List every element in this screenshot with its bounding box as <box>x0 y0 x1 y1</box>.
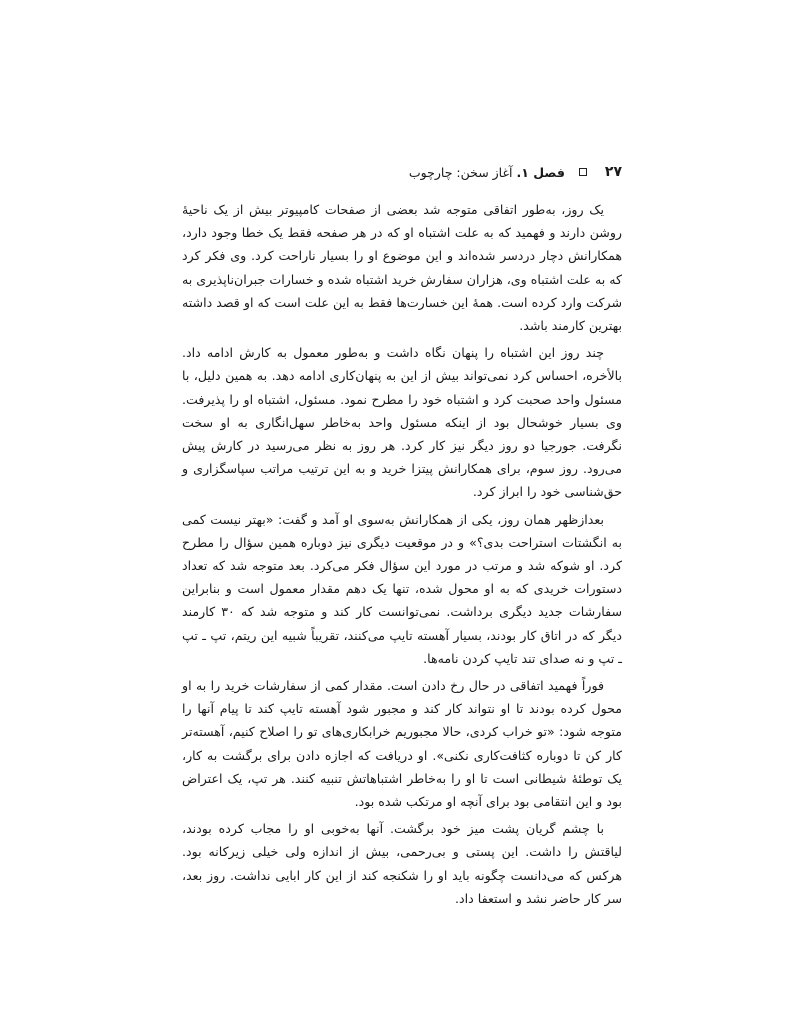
chapter-title: آغاز سخن: چارچوب <box>408 164 513 180</box>
chapter-heading <box>409 165 565 180</box>
paragraph: بعدازظهر همان روز، یکی از همکارانش به‌سوی او آمد و گفت: «بهتر نیست کمی به انگشتات استراحت بدی؟» و در موقعیت دیگری نیز دوباره همین سؤال را مطرح کرد. او شوکه شد و مرتب در مورد این سؤال فکر می‌کرد. بعد متوجه شد که تعداد دستورات خریدی که به او محول شده، تنها یک دهم مقدار معمول است و بنابراین سفارشات جدید دیگری برداشت. نمی‌توانست کار کند و متوجه شد که ۳۰ کارمند دیگر که در اتاق کار بودند، بسیار آهسته تایپ می‌کنند، تقریباً شبیه این ریتم، تپ ـ تپ ـ تپ و نه صدای تند تایپ کردن نامه‌ها. <box>182 511 622 666</box>
paragraph: چند روز این اشتباه را پنهان نگاه داشت و به‌طور معمول به کارش ادامه داد. بالأخره، احساس کرد نمی‌تواند بیش از این به پنهان‌کاری ادامه دهد. به همین دلیل، با مسئول واحد صحبت کرد و اشتباه خود را مطرح نمود. مسئول، اشتباه او را پذیرفت. وی بسیار خوشحال بود از اینکه مسئول واحد به‌خاطر سهل‌انگاری به او سخت نگرفت. جورجیا دو روز دیگر نیز کار کرد. هر روز به نظر می‌رسید در کارش پیش می‌رود. روز سوم، برای همکارانش پیتزا خرید و به این ترتیب مراتب سپاسگزاری و حق‌شناسی خود را ابراز کرد. <box>182 345 622 500</box>
running-header <box>142 160 622 184</box>
paragraph: با چشم گریان پشت میز خود برگشت. آنها به‌خوبی او را مجاب کرده بودند، لیاقتش را داشت. این پستی و بی‌رحمی، بیش از اندازه ولی خیلی زیرکانه بود. هرکس که می‌دانست چگونه باید او را شکنجه کند از این کار ابایی نداشت. روز بعد، سر کار حاضر نشد و استعفا داد. <box>182 821 622 906</box>
page-number: ۲۷ <box>604 164 622 180</box>
paragraph: فوراً فهمید اتفاقی در حال رخ دادن است. مقدار کمی از سفارشات خرید را به او محول کرده بودند تا او نتواند کار کند و مجبور شود آهسته تایپ کند تا پیام آنها را متوجه شود: «تو خراب کردی، حالا مجبوریم خرابکاری‌های تو را اصلاح کنیم، آهسته‌تر کار کن تا دوباره کثافت‌کاری نکنی». او دریافت که اجازه دادن برای برگشت به کار، یک توطئهٔ شیطانی است تا او را به‌خاطر اشتباهاتش تنبیه کنند. هر تپ، یک اعتراض بود و این انتقامی بود برای آنچه او مرتکب شده بود. <box>182 678 622 810</box>
chapter-label: فصل ۱. <box>516 164 565 180</box>
square-separator-icon <box>579 168 587 176</box>
body-text <box>182 198 622 910</box>
paragraph: یک روز، به‌طور اتفاقی متوجه شد بعضی از صفحات کامپیوتر بیش از یک ناحیهٔ روشن دارند و فهمید که به علت اشتباه او که در هر صفحه فقط یک خطا وجود دارد، همکارانش دچار دردسر شده‌اند و این موضوع او را بسیار ناراحت کرد. وی فکر کرد که به علت اشتباه وی، هزاران سفارش خرید اشتباه شده و خسارات جبران‌ناپذیری به شرکت وارد کرده است. همهٔ این خسارت‌ها فقط به این علت است که او قصد داشته بهترین کارمند باشد. <box>182 202 622 334</box>
